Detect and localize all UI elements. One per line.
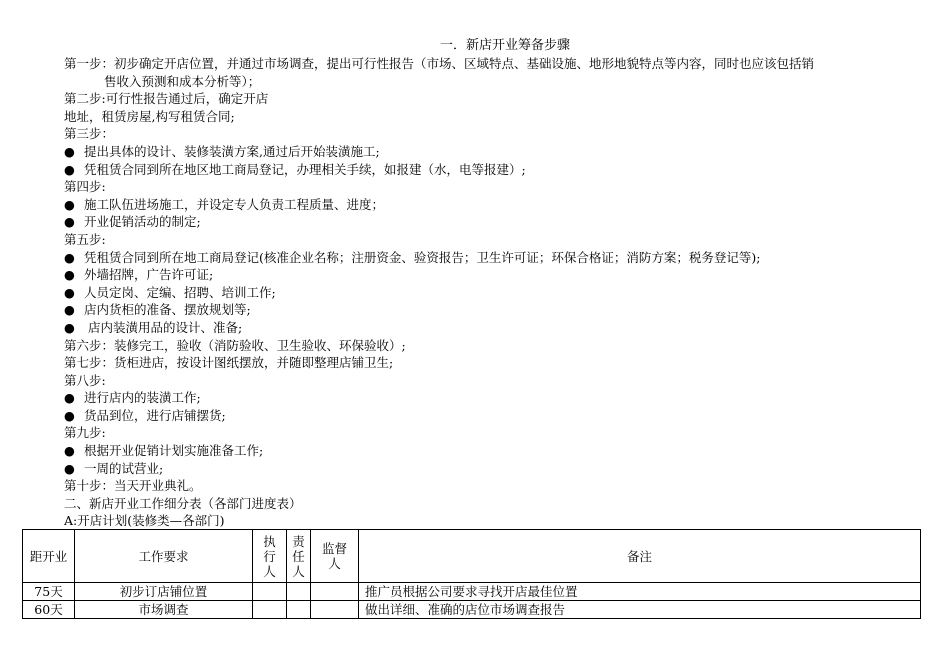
bullet-icon: ● [64,161,75,177]
bullet-icon: ● [64,214,75,230]
header-exec: 执行人 [253,530,287,583]
bullet-icon: ● [64,284,75,300]
step-4-item: ● 开业促销活动的制定; [64,214,201,230]
step-9: 第九步: [64,425,106,441]
bullet-icon: ● [64,267,75,283]
header-work: 工作要求 [75,530,253,583]
cell-resp [287,601,311,619]
step-1: 第一步：初步确定开店位置，并通过市场调查，提出可行性报告（市场、区域特点、基础设施、地形地貌特点等内容，同时也应该包括销 [64,56,815,71]
table-row [23,601,921,619]
step-9-item: ● 一周的试营业; [64,460,164,476]
document-title: 一．新店开业筹备步骤 [439,38,570,53]
step-3-item: ● 提出具体的设计、装修装潢方案,通过后开始装潢施工; [64,143,380,159]
section-2-heading: 二、新店开业工作细分表（各部门进度表） [64,495,302,511]
step-8: 第八步: [64,372,106,388]
header-sup: 监督人 [311,530,359,583]
step-2-continuation: 地址，租赁房屋,构写租赁合同; [64,108,235,124]
schedule-table [22,529,921,619]
step-3-item: ● 凭租赁合同到所在地区地工商局登记，办理相关手续，如报建（水，电等报建）; [64,161,526,177]
step-8-item: ● 货品到位，进行店铺摆货; [64,407,226,423]
cell-note: 推广员根据公司要求寻找开店最佳位置 [359,583,921,601]
step-1-continuation: 售收入预测和成本分析等）； [104,73,261,89]
cell-sup [311,583,359,601]
schedule-table-wrapper [22,529,921,619]
bullet-icon: ● [64,319,75,335]
bullet-icon: ● [64,390,75,406]
bullet-icon: ● [64,443,75,459]
section-2-subheading: A:开店计划(装修类—各部门) [64,513,225,529]
document-body [64,55,894,530]
step-9-item: ● 根据开业促销计划实施准备工作; [64,443,264,459]
cell-resp [287,583,311,601]
header-note: 备注 [359,530,921,583]
step-5-item: ● 人员定岗、定编、招聘、培训工作; [64,284,276,300]
step-2: 第二步:可行性报告通过后，确定开店 [64,91,269,107]
bullet-icon: ● [64,196,75,212]
bullet-icon: ● [64,460,75,476]
step-5-item: ● 外墙招牌，广告许可证; [64,267,214,283]
table-row [23,583,921,601]
bullet-icon: ● [64,302,75,318]
header-resp: 责任人 [287,530,311,583]
bullet-icon: ● [64,249,75,265]
cell-sup [311,601,359,619]
step-5-item: ● 店内装潢用品的设计、准备; [64,319,243,335]
step-5: 第五步: [64,231,106,247]
cell-note: 做出详细、准确的店位市场调查报告 [359,601,921,619]
cell-work: 初步订店铺位置 [75,583,253,601]
cell-days: 75天 [23,583,75,601]
step-4-item: ● 施工队伍进场施工，并设定专人负责工程质量、进度； [64,196,385,212]
step-10: 第十步：当天开业典礼。 [64,478,202,494]
step-7: 第七步：货柜进店，按设计图纸摆放，并随即整理店铺卫生; [64,355,394,371]
bullet-icon: ● [64,407,75,423]
step-5-item: ● 店内货柜的准备、摆放规划等; [64,302,251,318]
cell-exec [253,583,287,601]
step-8-item: ● 进行店内的装潢工作; [64,390,201,406]
step-4: 第四步: [64,179,106,195]
header-days: 距开业 [23,530,75,583]
step-5-item: ● 凭租赁合同到所在地工商局登记(核准企业名称；注册资金、验资报告；卫生许可证；环保合格证；消防方案；税务登记等); [64,249,761,265]
cell-days: 60天 [23,601,75,619]
step-3: 第三步： [64,126,115,142]
cell-exec [253,601,287,619]
cell-work: 市场调查 [75,601,253,619]
step-6: 第六步：装修完工，验收（消防验收、卫生验收、环保验收）; [64,337,406,353]
bullet-icon: ● [64,143,75,159]
table-header-row [23,530,921,583]
